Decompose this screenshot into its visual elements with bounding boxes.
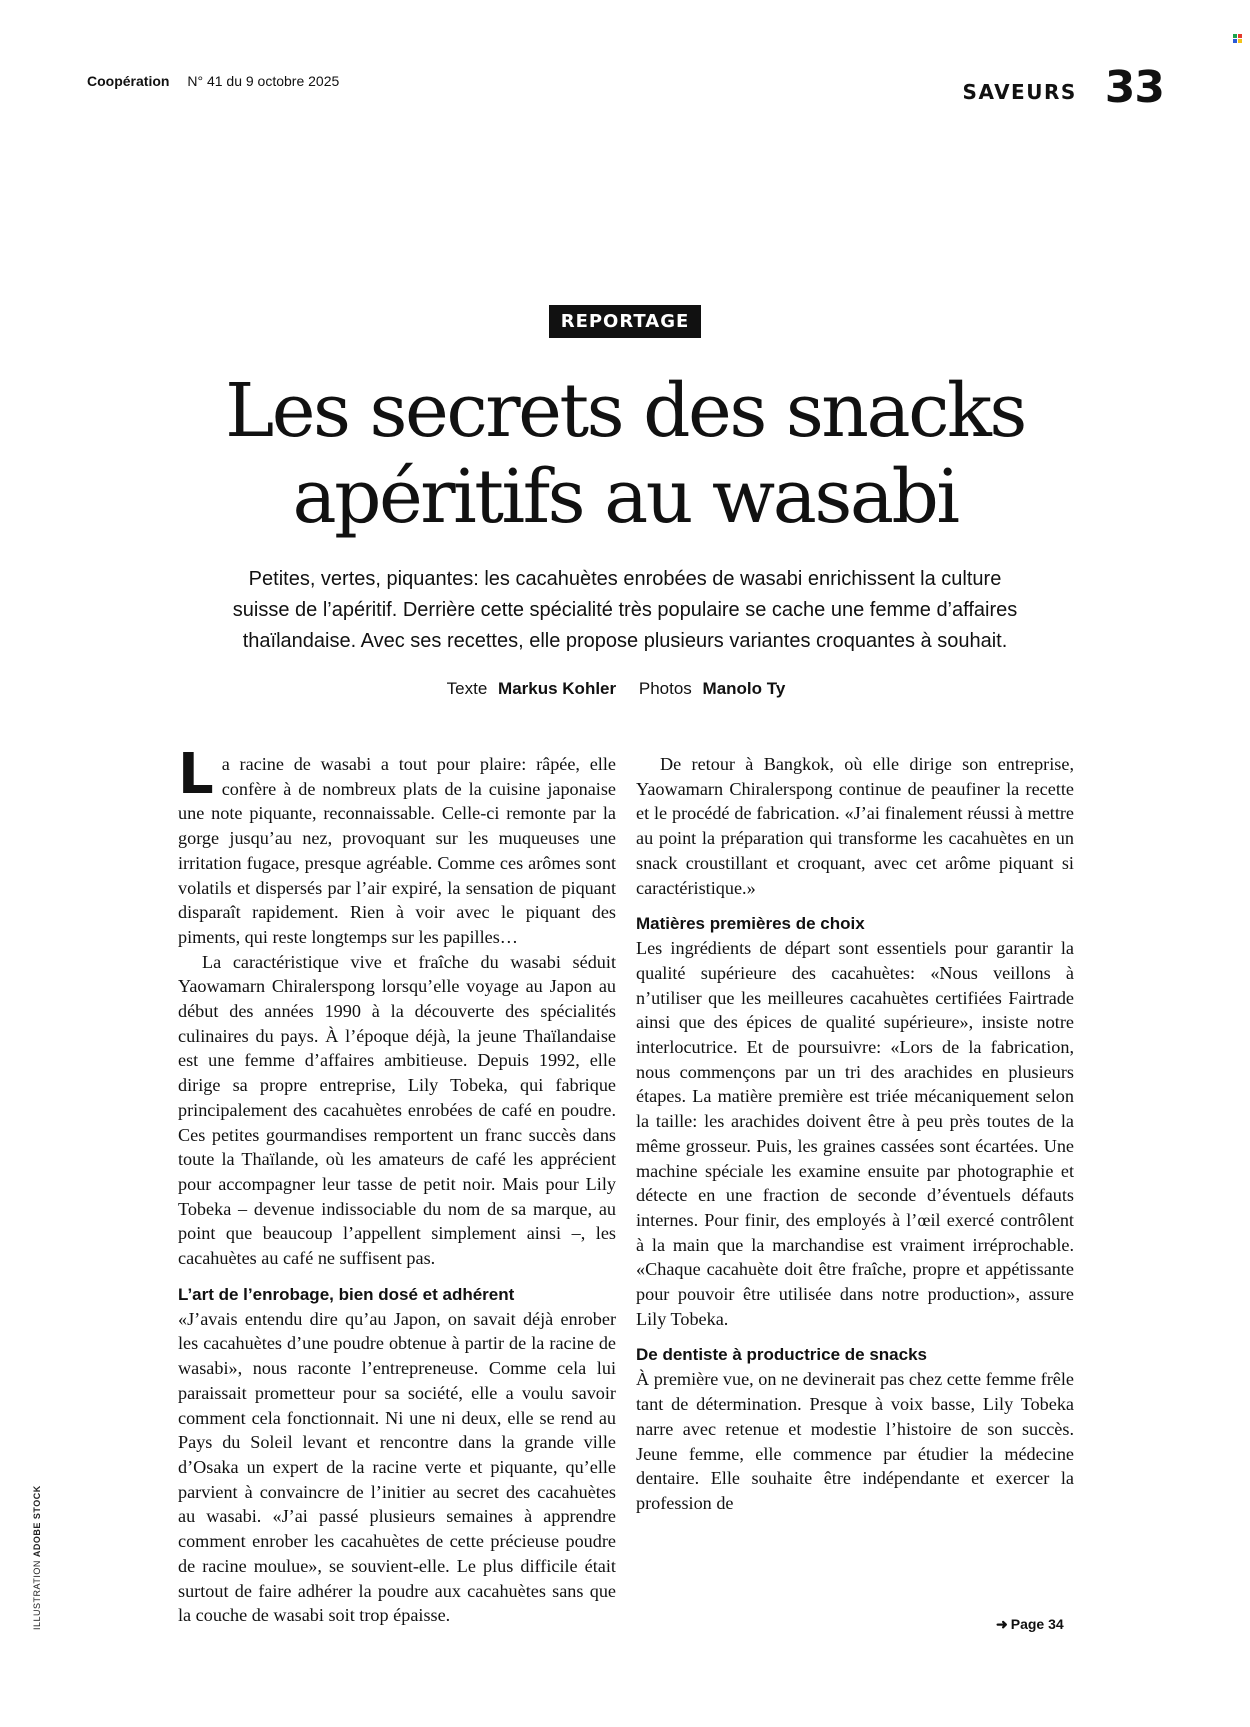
- continuation-label: Page 34: [1010, 1616, 1064, 1632]
- photo-author: Manolo Ty: [702, 679, 786, 698]
- subheading: Matières premières de choix: [636, 914, 865, 934]
- page-number: 33: [1104, 62, 1164, 113]
- illustration-credit-label: ILLUSTRATION: [32, 1560, 42, 1630]
- article-column-right: [636, 752, 1074, 1516]
- article-paragraph: De retour à Bangkok, où elle dirige son entreprise, Yaowamarn Chiralerspong continue de peaufiner la recette et le procédé de fabrication. «J’ai finalement réussi à mettre au point la préparation qui transforme les cacahuètes en un snack croustillant et croquant, avec cet arôme piquant si caractéristique.»: [636, 754, 1074, 898]
- illustration-credit: [32, 1485, 42, 1630]
- issue-date: N° 41 du 9 octobre 2025: [187, 73, 340, 89]
- photo-credit-label: Photos: [638, 679, 692, 698]
- lede-line-2: suisse de l’apéritif. Derrière cette spécialité très populaire se cache une femme d’affaires: [232, 599, 1018, 621]
- lede-line-1: Petites, vertes, piquantes: les cacahuètes enrobées de wasabi enrichissent la culture: [248, 568, 1002, 590]
- section-header: [962, 62, 1164, 113]
- article-paragraph: Les ingrédients de départ sont essentiels pour garantir la qualité supérieure des cacahuètes: «Nous veillons à n’utiliser que les meilleures cacahuètes certifiées Fairtrade ainsi que des épices de qualité supérieure», insiste notre interlocutrice. Et de poursuivre: «Lors de la fabrication, nous commençons par un tri des arachides en plusieurs étapes. La matière première est triée mécaniquement selon la taille: les arachides doivent être à peu près toutes de la même grosseur. Puis, les graines cassées sont écartées. Une machine spéciale les examine ensuite par photographie et détecte en une fraction de seconde d’éventuels défauts internes. Pour finir, des employés à l’œil exercé contrôlent à la main que la marchandise est vraiment irréprochable. «Chaque cacahuète doit être fraîche, propre et appétissante pour pouvoir être utilisée dans notre production», assure Lily Tobeka.: [636, 938, 1074, 1329]
- subheading: De dentiste à productrice de snacks: [636, 1345, 927, 1365]
- article-paragraph: [178, 742, 616, 950]
- drop-cap: L: [178, 742, 214, 807]
- masthead: [87, 73, 339, 89]
- continued-on-page[interactable]: [996, 1616, 1064, 1633]
- lede-line-3: thaïlandaise. Avec ses recettes, elle propose plusieurs variantes croquantes à souhait.: [242, 630, 1008, 652]
- section-name: SAVEURS: [962, 80, 1077, 104]
- article-paragraph: «J’avais entendu dire qu’au Japon, on savait déjà enrober les cacahuètes d’une poudre obtenue à partir de la racine de wasabi», nous raconte l’entrepreneuse. Comme cela lui paraissait prometteur pour sa société, elle a voulu savoir comment cela fonctionnait. Ni une ni deux, elle se rend au Pays du Soleil levant et rencontre dans la grande ville d’Osaka un expert de la racine verte et piquante, qu’elle parvient à convaincre de l’initier au secret des cacahuètes au wasabi. «J’ai passé plusieurs semaines à apprendre comment enrober les cacahuètes de cette précieuse poudre de racine moulue», se souvient-elle. Le plus difficile était surtout de faire adhérer la poudre aux cacahuètes sans que la couche de wasabi soit trop épaisse.: [178, 1308, 616, 1626]
- color-registration-mark: [1233, 34, 1242, 43]
- subheading: L’art de l’enrobage, bien dosé et adhérent: [178, 1284, 515, 1304]
- kicker-label: REPORTAGE: [549, 305, 702, 338]
- kicker-wrapper: [0, 305, 1250, 338]
- publication-name: Coopération: [87, 73, 170, 89]
- lede: [175, 564, 1075, 657]
- article-paragraph: À première vue, on ne devinerait pas chez cette femme frêle tant de détermination. Presque à voix basse, Lily Tobeka narre avec retenue et modestie l’histoire de son succès. Jeune femme, elle commence par étudier la médecine dentaire. Elle souhaite être indépendante et exercer la profession de: [636, 1369, 1074, 1513]
- text-credit-label: Texte: [446, 679, 488, 698]
- headline-line-1: Les secrets des snacks: [225, 368, 1025, 454]
- text-author: Markus Kohler: [498, 679, 617, 698]
- article-column-left: [178, 742, 616, 1628]
- paragraph-text: a racine de wasabi a tout pour plaire: râpée, elle confère à de nombreux plats de la cuisine japonaise une note piquante, reconnaissable. Celle-ci remonte par la gorge jusqu’au nez, provoquant sur les muqueuses une irritation fugace, presque agréable. Comme ces arômes sont volatils et dispersés par l’air expiré, la sensation de piquant disparaît rapidement. Rien à voir avec le piquant des piments, qui reste longtemps sur les papilles…: [178, 754, 616, 947]
- byline: [0, 679, 1250, 699]
- headline: [100, 368, 1150, 540]
- arrow-right-icon: ➜: [996, 1616, 1008, 1632]
- article-paragraph: La caractéristique vive et fraîche du wasabi séduit Yaowamarn Chiralerspong lorsqu’elle voyage au Japon au début des années 1990 à la découverte des spécialités culinaires du pays. À l’époque déjà, la jeune Thaïlandaise est une femme d’affaires ambitieuse. Depuis 1992, elle dirige sa propre entreprise, Lily Tobeka, qui fabrique principalement des cacahuètes enrobées de café en poudre. Ces petites gourmandises remportent un franc succès dans toute la Thaïlande, où les amateurs de café les apprécient pour accompagner leur tasse de petit noir. Mais pour Lily Tobeka – devenue indissociable du nom de sa marque, au point que beaucoup l’appellent simplement ainsi –, les cacahuètes au café ne suffisent pas.: [178, 951, 616, 1269]
- headline-line-2: apéritifs au wasabi: [292, 454, 958, 540]
- illustration-credit-source: ADOBE STOCK: [32, 1485, 42, 1558]
